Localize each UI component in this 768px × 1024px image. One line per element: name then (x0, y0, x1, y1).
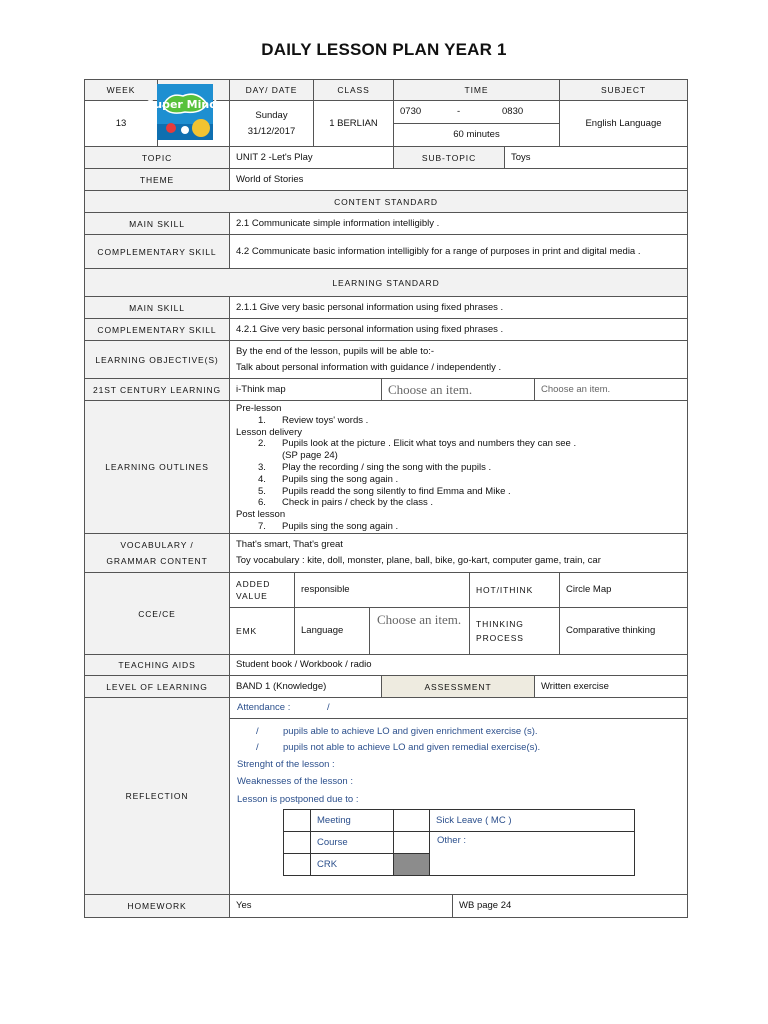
century-value: i-Think map (229, 378, 382, 401)
hot-ithink-label: HOT/ITHINK (469, 572, 560, 608)
added-value-label: ADDED VALUE (229, 572, 295, 608)
time-label: TIME (393, 79, 560, 101)
attendance-cell (229, 697, 688, 719)
outlines-post-lesson: Post lesson (236, 509, 286, 521)
meeting-label: Meeting (310, 809, 394, 832)
crk-label: CRK (310, 853, 394, 876)
remedial-line: pupils not able to achieve LO and given remedial exercise(s). (283, 742, 541, 753)
day-date-cell (229, 100, 314, 147)
vocab-label-line-1: VOCABULARY / (120, 540, 194, 550)
crk-checkbox[interactable] (283, 853, 311, 876)
subtopic-value: Toys (504, 146, 688, 169)
sick-leave-checkbox[interactable] (393, 809, 430, 832)
learning-standard-heading: LEARNING STANDARD (84, 268, 688, 297)
book-cover-image (146, 84, 224, 140)
strength-line: Strenght of the lesson : (237, 759, 335, 770)
homework-page: WB page 24 (452, 894, 688, 918)
week-label: WEEK (84, 79, 158, 101)
thinking-process-value: Comparative thinking (559, 607, 688, 655)
time-start: 0730 (400, 106, 422, 117)
century-choose-item-2[interactable]: Choose an item. (534, 378, 688, 401)
course-label: Course (310, 831, 394, 854)
vocab-line-2: Toy vocabulary : kite, doll, monster, plane, ball, bike, go-kart, computer game, train, car (236, 555, 601, 566)
content-standard-heading: CONTENT STANDARD (84, 190, 688, 213)
emk-label: EMK (229, 607, 295, 655)
outlines-content (229, 400, 688, 534)
vocab-value (229, 533, 688, 573)
time-end: 0830 (502, 106, 524, 117)
vocab-label-line-2: GRAMMAR CONTENT (106, 556, 208, 566)
subject-value: English Language (559, 100, 688, 147)
vocab-line-1: That's smart, That's great (236, 539, 343, 550)
emk-choose-item[interactable]: Choose an item. (369, 607, 470, 655)
class-value: 1 BERLIAN (313, 100, 394, 147)
added-value: responsible (294, 572, 470, 608)
cs-comp-skill-label: COMPLEMENTARY SKILL (84, 234, 230, 269)
assessment-value: Written exercise (534, 675, 688, 698)
outline-item-3: 3. Play the recording / sing the song with the pupils . (258, 461, 492, 473)
outlines-pre-lesson: Pre-lesson (236, 403, 282, 414)
subject-label: SUBJECT (559, 79, 688, 101)
assessment-label: ASSESSMENT (381, 675, 535, 698)
homework-value: Yes (229, 894, 453, 918)
duration-value: 60 minutes (393, 123, 560, 147)
homework-label: HOMEWORK (84, 894, 230, 918)
other-label: Other : (429, 831, 635, 876)
postponed-line: Lesson is postponed due to : (237, 794, 359, 805)
page-title: DAILY LESSON PLAN YEAR 1 (261, 40, 507, 59)
subtopic-label: SUB-TOPIC (393, 146, 505, 169)
outline-item-5: 5. Pupils readd the song silently to find Emma and Mike . (258, 485, 511, 497)
sick-leave-label: Sick Leave ( MC ) (429, 809, 635, 832)
outline-item-6: 6. Check in pairs / check by the class . (258, 497, 434, 509)
outlines-delivery: Lesson delivery (236, 426, 303, 438)
enrichment-slash: / (256, 726, 259, 737)
outline-item-2: 2. Pupils look at the picture . Elicit what toys and numbers they can see . (258, 438, 577, 450)
topic-label: TOPIC (84, 146, 230, 169)
week-value: 13 (84, 100, 158, 147)
topic-value: UNIT 2 -Let's Play (229, 146, 394, 169)
vocab-label (84, 533, 230, 573)
teaching-aids-label: TEACHING AIDS (84, 654, 230, 676)
level-value: BAND 1 (Knowledge) (229, 675, 382, 698)
outlines-label: LEARNING OUTLINES (84, 400, 230, 534)
outline-item-2-note: (SP page 24) (282, 450, 338, 462)
emk-value: Language (294, 607, 370, 655)
time-dash: - (457, 106, 461, 117)
century-choose-item-1[interactable]: Choose an item. (381, 378, 535, 401)
enrichment-line: pupils able to achieve LO and given enrichment exercise (s). (283, 726, 538, 737)
teaching-aids-value: Student book / Workbook / radio (229, 654, 688, 676)
outline-item-7: 7. Pupils sing the song again . (258, 520, 399, 532)
class-label: CLASS (313, 79, 394, 101)
day-value: Sunday (255, 109, 288, 121)
cce-label: CCE/CE (84, 572, 230, 655)
theme-label: THEME (84, 168, 230, 191)
objectives-label: LEARNING OBJECTIVE(S) (84, 340, 230, 379)
day-date-label: DAY/ DATE (229, 79, 314, 101)
objectives-line-1: By the end of the lesson, pupils will be able to:- (236, 345, 435, 357)
ls-comp-skill-value: 4.2.1 Give very basic personal information using fixed phrases . (229, 318, 688, 341)
shaded-cell (393, 853, 430, 876)
ls-comp-skill-label: COMPLEMENTARY SKILL (84, 318, 230, 341)
ls-main-skill-value: 2.1.1 Give very basic personal information using fixed phrases . (229, 296, 688, 319)
book-cover-logo (146, 84, 224, 140)
theme-value: World of Stories (229, 168, 688, 191)
other-checkbox[interactable] (393, 831, 430, 854)
cs-comp-skill-value: 4.2 Communicate basic information intelligibly for a range of purposes in print and digital media . (229, 234, 688, 269)
attendance-slash: / (327, 702, 330, 713)
objectives-value (229, 340, 688, 379)
reflection-label: REFLECTION (84, 697, 230, 895)
course-checkbox[interactable] (283, 831, 311, 854)
century-label: 21ST CENTURY LEARNING (84, 378, 230, 401)
time-range-cell (393, 100, 560, 124)
remedial-slash: / (256, 742, 259, 753)
outline-item-4: 4. Pupils sing the song again . (258, 473, 399, 485)
date-value: 31/12/2017 (247, 125, 296, 137)
meeting-checkbox[interactable] (283, 809, 311, 832)
thinking-process-label: THINKING PROCESS (469, 607, 560, 655)
attendance-label: Attendance : (237, 702, 291, 713)
logo-text: Super Minds (146, 98, 224, 111)
cs-main-skill-value: 2.1 Communicate simple information intelligibly . (229, 212, 688, 235)
outline-item-1: 1. Review toys' words . (258, 414, 369, 426)
weakness-line: Weaknesses of the lesson : (237, 776, 353, 787)
objectives-line-2: Talk about personal information with guidance / independently . (236, 361, 502, 373)
cs-main-skill-label: MAIN SKILL (84, 212, 230, 235)
level-label: LEVEL OF LEARNING (84, 675, 230, 698)
ls-main-skill-label: MAIN SKILL (84, 296, 230, 319)
hot-ithink-value: Circle Map (559, 572, 688, 608)
